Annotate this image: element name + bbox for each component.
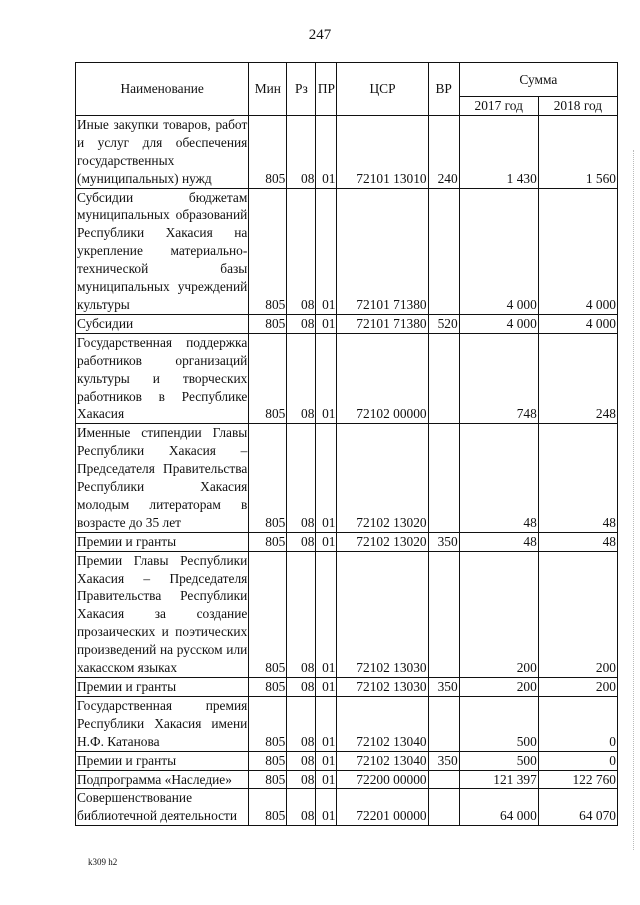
cell-csr: 72102 13040: [337, 696, 428, 751]
cell-pr: 01: [316, 551, 337, 677]
cell-csr: 72102 13030: [337, 551, 428, 677]
cell-name: Субсидии бюджетам муниципальных образований Республики Хакасия на укрепление материально-технической базы муниципальных учреждений культуры: [76, 188, 249, 314]
cell-csr: 72201 00000: [337, 789, 428, 826]
cell-y1: 48: [459, 532, 538, 551]
cell-pr: 01: [316, 115, 337, 188]
header-year-2017: 2017 год: [459, 97, 538, 116]
cell-csr: 72101 71380: [337, 314, 428, 333]
cell-vr: [428, 551, 459, 677]
header-pr: ПР: [316, 63, 337, 116]
header-sum: Сумма: [459, 63, 617, 97]
cell-name: Подпрограмма «Наследие»: [76, 770, 249, 789]
table-row: [76, 551, 618, 677]
cell-name: Субсидии: [76, 314, 249, 333]
cell-rz: 08: [287, 770, 316, 789]
table-row: [76, 770, 618, 789]
table-row: [76, 532, 618, 551]
cell-rz: 08: [287, 188, 316, 314]
cell-csr: 72102 00000: [337, 333, 428, 424]
cell-rz: 08: [287, 532, 316, 551]
cell-pr: 01: [316, 751, 337, 770]
cell-pr: 01: [316, 678, 337, 697]
header-rz: Рз: [287, 63, 316, 116]
cell-rz: 08: [287, 424, 316, 532]
cell-vr: [428, 188, 459, 314]
cell-vr: [428, 424, 459, 532]
cell-pr: 01: [316, 333, 337, 424]
cell-name: Премии Главы Республики Хакасия – Председателя Правительства Республики Хакасия за создание прозаических и поэтических произведений на русском или хакасском языках: [76, 551, 249, 677]
cell-y2: 0: [538, 751, 617, 770]
cell-y2: 64 070: [538, 789, 617, 826]
table-row: [76, 678, 618, 697]
table-row: [76, 696, 618, 751]
table-row: [76, 115, 618, 188]
cell-y1: 500: [459, 751, 538, 770]
cell-min: 805: [249, 678, 287, 697]
header-min: Мин: [249, 63, 287, 116]
cell-pr: 01: [316, 424, 337, 532]
cell-rz: 08: [287, 333, 316, 424]
table-row: [76, 789, 618, 826]
cell-vr: [428, 333, 459, 424]
cell-rz: 08: [287, 678, 316, 697]
cell-y1: 4 000: [459, 314, 538, 333]
table-row: [76, 424, 618, 532]
cell-y2: 48: [538, 532, 617, 551]
cell-y1: 748: [459, 333, 538, 424]
table-row: [76, 188, 618, 314]
cell-csr: 72102 13030: [337, 678, 428, 697]
cell-name: Премии и гранты: [76, 751, 249, 770]
cell-rz: 08: [287, 696, 316, 751]
header-csr: ЦСР: [337, 63, 428, 116]
cell-vr: [428, 789, 459, 826]
cell-name: Государственная поддержка работников организаций культуры и творческих работников в Республике Хакасия: [76, 333, 249, 424]
header-vr: ВР: [428, 63, 459, 116]
table-row: [76, 751, 618, 770]
cell-pr: 01: [316, 532, 337, 551]
cell-vr: 350: [428, 751, 459, 770]
cell-name: Совершенствование библиотечной деятельности: [76, 789, 249, 826]
cell-vr: 520: [428, 314, 459, 333]
page-number: 247: [308, 27, 332, 43]
cell-y2: 122 760: [538, 770, 617, 789]
cell-name: Именные стипендии Главы Республики Хакасия – Председателя Правительства Республики Хакасия молодым литераторам в возрасте до 35 лет: [76, 424, 249, 532]
cell-min: 805: [249, 314, 287, 333]
header-year-2018: 2018 год: [538, 97, 617, 116]
table-body: [76, 115, 618, 825]
cell-csr: 72101 13010: [337, 115, 428, 188]
cell-csr: 72200 00000: [337, 770, 428, 789]
cell-pr: 01: [316, 314, 337, 333]
cell-pr: 01: [316, 789, 337, 826]
cell-min: 805: [249, 789, 287, 826]
cell-y2: 248: [538, 333, 617, 424]
cell-name: Премии и гранты: [76, 532, 249, 551]
cell-csr: 72101 71380: [337, 188, 428, 314]
cell-name: Государственная премия Республики Хакасия имени Н.Ф. Катанова: [76, 696, 249, 751]
cell-min: 805: [249, 188, 287, 314]
cell-min: 805: [249, 532, 287, 551]
cell-rz: 08: [287, 314, 316, 333]
cell-y1: 4 000: [459, 188, 538, 314]
table-row: [76, 333, 618, 424]
cell-y2: 200: [538, 551, 617, 677]
cell-vr: [428, 770, 459, 789]
cell-y1: 64 000: [459, 789, 538, 826]
cell-rz: 08: [287, 115, 316, 188]
cell-vr: 350: [428, 532, 459, 551]
cell-y1: 500: [459, 696, 538, 751]
cell-min: 805: [249, 696, 287, 751]
cell-min: 805: [249, 551, 287, 677]
scan-margin-marks: [633, 150, 637, 850]
footer-code: k309 h2: [88, 857, 118, 867]
cell-min: 805: [249, 770, 287, 789]
cell-y1: 1 430: [459, 115, 538, 188]
cell-rz: 08: [287, 789, 316, 826]
cell-min: 805: [249, 751, 287, 770]
header-name: Наименование: [76, 63, 249, 116]
cell-y1: 48: [459, 424, 538, 532]
cell-csr: 72102 13020: [337, 532, 428, 551]
cell-pr: 01: [316, 696, 337, 751]
cell-vr: [428, 696, 459, 751]
cell-pr: 01: [316, 770, 337, 789]
cell-vr: 240: [428, 115, 459, 188]
cell-y2: 200: [538, 678, 617, 697]
cell-y1: 200: [459, 678, 538, 697]
cell-csr: 72102 13020: [337, 424, 428, 532]
cell-name: Иные закупки товаров, работ и услуг для обеспечения государственных (муниципальных) нужд: [76, 115, 249, 188]
cell-vr: 350: [428, 678, 459, 697]
cell-name: Премии и гранты: [76, 678, 249, 697]
cell-rz: 08: [287, 751, 316, 770]
table-row: [76, 314, 618, 333]
cell-csr: 72102 13040: [337, 751, 428, 770]
cell-min: 805: [249, 115, 287, 188]
cell-y1: 121 397: [459, 770, 538, 789]
cell-min: 805: [249, 424, 287, 532]
cell-y2: 4 000: [538, 314, 617, 333]
cell-pr: 01: [316, 188, 337, 314]
cell-y2: 0: [538, 696, 617, 751]
cell-rz: 08: [287, 551, 316, 677]
cell-y2: 4 000: [538, 188, 617, 314]
cell-y2: 48: [538, 424, 617, 532]
budget-table: [75, 62, 618, 826]
cell-min: 805: [249, 333, 287, 424]
cell-y1: 200: [459, 551, 538, 677]
cell-y2: 1 560: [538, 115, 617, 188]
